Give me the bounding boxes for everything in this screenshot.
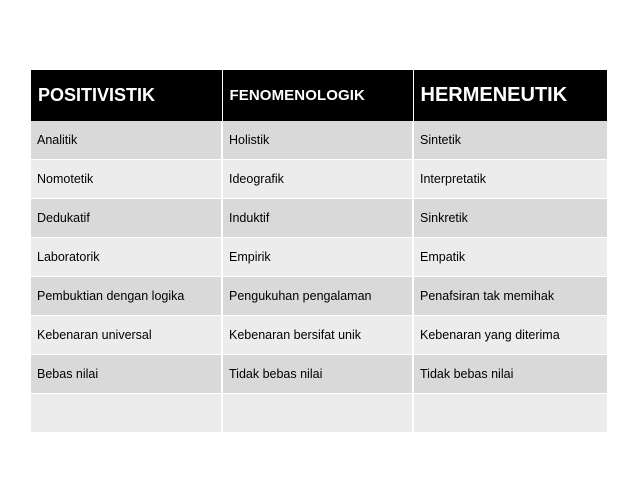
table-row	[31, 160, 607, 199]
table-cell: Analitik	[31, 121, 222, 160]
table-cell: Nomotetik	[31, 160, 222, 199]
table-row	[31, 277, 607, 316]
header-hermeneutik: HERMENEUTIK	[413, 70, 607, 121]
header-positivistik: POSITIVISTIK	[31, 70, 222, 121]
table-cell: Sinkretik	[413, 199, 607, 238]
table-cell: Pengukuhan pengalaman	[222, 277, 413, 316]
table-cell	[222, 394, 413, 433]
table-row	[31, 238, 607, 277]
comparison-table	[31, 70, 607, 433]
table-header-row	[31, 70, 607, 121]
table-cell: Bebas nilai	[31, 355, 222, 394]
table-cell: Tidak bebas nilai	[222, 355, 413, 394]
table-cell: Kebenaran yang diterima	[413, 316, 607, 355]
table-row	[31, 316, 607, 355]
table-row-empty	[31, 394, 607, 433]
table-cell: Empirik	[222, 238, 413, 277]
table-cell: Tidak bebas nilai	[413, 355, 607, 394]
table-row	[31, 199, 607, 238]
table-cell: Dedukatif	[31, 199, 222, 238]
table-cell: Kebenaran bersifat unik	[222, 316, 413, 355]
header-fenomenologik: FENOMENOLOGIK	[222, 70, 413, 121]
table-cell: Empatik	[413, 238, 607, 277]
table-cell: Induktif	[222, 199, 413, 238]
table-cell: Interpretatik	[413, 160, 607, 199]
table-cell: Pembuktian dengan logika	[31, 277, 222, 316]
table-cell: Holistik	[222, 121, 413, 160]
table-row	[31, 355, 607, 394]
table-cell: Laboratorik	[31, 238, 222, 277]
table-cell: Sintetik	[413, 121, 607, 160]
table-cell: Ideografik	[222, 160, 413, 199]
table-cell	[31, 394, 222, 433]
table-row	[31, 121, 607, 160]
table-cell: Kebenaran universal	[31, 316, 222, 355]
table-cell: Penafsiran tak memihak	[413, 277, 607, 316]
table-cell	[413, 394, 607, 433]
